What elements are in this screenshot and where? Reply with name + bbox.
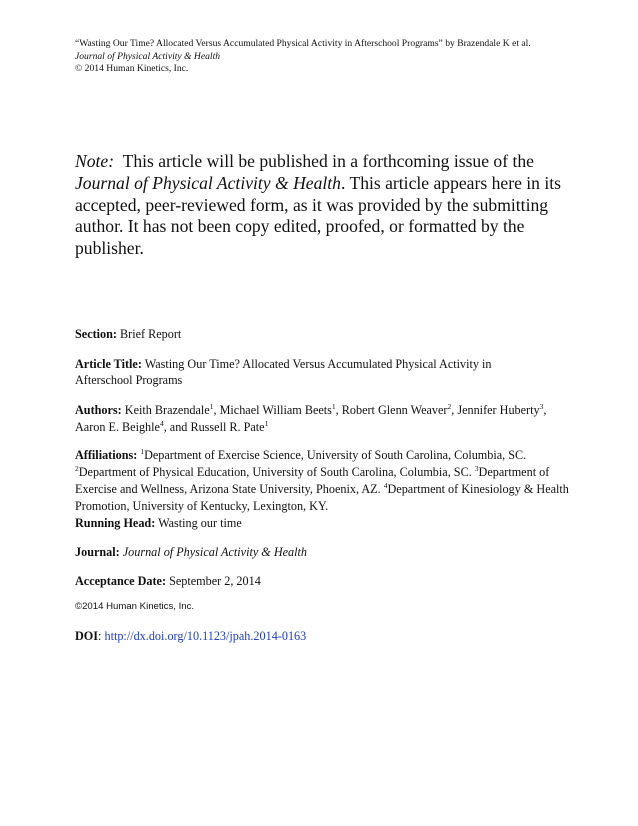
- acceptance-date-field: [75, 573, 575, 589]
- author-name: Robert Glenn Weaver: [341, 403, 448, 417]
- author-name: Aaron E. Beighle: [75, 420, 160, 434]
- affiliations-field: [75, 447, 575, 515]
- journal-field: [75, 544, 575, 560]
- affiliation-text: Department of Exercise and Wellness, Arizona State University, Phoenix, AZ.: [75, 465, 550, 496]
- author-name: Michael William Beets: [219, 403, 332, 417]
- author-affiliation-number: 3: [539, 402, 544, 411]
- author-separator: ,: [213, 403, 220, 417]
- note-text-after: . This article appears here in its accepted, peer-reviewed form, as it was provided by the submitting author. It has not been copy edited, proofed, or formatted by the publisher.: [75, 172, 561, 259]
- author-separator: ,: [335, 403, 342, 417]
- affiliation-number: 4: [383, 481, 388, 490]
- author-affiliation-number: 2: [447, 402, 452, 411]
- affiliation-text: Department of Kinesiology & Health Promotion, University of Kentucky, Lexington, KY.: [75, 482, 569, 513]
- acceptance-date-label: Acceptance Date:: [75, 574, 167, 588]
- affiliation-number: 1: [140, 447, 145, 456]
- author-separator: , and: [163, 420, 191, 434]
- author-name: Russell R. Pate: [190, 420, 265, 434]
- journal-value: Journal of Physical Activity & Health: [122, 545, 307, 559]
- doi-field: [75, 628, 306, 644]
- running-head-label: Running Head:: [75, 516, 156, 530]
- journal-label: Journal:: [75, 545, 120, 559]
- article-title-field: [75, 356, 575, 388]
- author-name: Keith Brazendale: [121, 403, 210, 417]
- affiliation-number: 2: [75, 464, 79, 473]
- note-label: Note:: [75, 151, 115, 171]
- acceptance-date-value: September 2, 2014: [166, 574, 261, 588]
- author-affiliation-number: 1: [209, 402, 214, 411]
- author-affiliation-number: 1: [264, 419, 269, 428]
- affiliation-text: Department of Exercise Science, University of South Carolina, Columbia, SC.: [144, 448, 527, 462]
- doi-link[interactable]: http://dx.doi.org/10.1123/jpah.2014-0163: [104, 629, 307, 643]
- author-name: Jennifer Huberty: [457, 403, 540, 417]
- author-affiliation-number: 4: [159, 419, 164, 428]
- header-copyright: © 2014 Human Kinetics, Inc.: [75, 63, 189, 74]
- section-field: [75, 326, 575, 342]
- note-journal-name: Journal of Physical Activity & Health: [75, 172, 341, 193]
- header-citation: “Wasting Our Time? Allocated Versus Accumulated Physical Activity in Afterschool Programs” by Brazendale K et al.: [75, 38, 531, 49]
- running-head-value: Wasting our time: [155, 516, 242, 530]
- article-title-line2: Afterschool Programs: [75, 373, 183, 387]
- section-label: Section:: [75, 327, 117, 341]
- page-header: [75, 38, 595, 76]
- publication-note: [75, 151, 565, 260]
- article-title-line1: Wasting Our Time? Allocated Versus Accumulated Physical Activity in: [141, 357, 492, 371]
- running-head-field: [75, 515, 575, 531]
- article-title-label: Article Title:: [75, 357, 142, 371]
- copyright-line: ©2014 Human Kinetics, Inc.: [75, 601, 195, 612]
- header-journal: Journal of Physical Activity & Health: [75, 50, 221, 62]
- authors-field: [75, 402, 575, 436]
- author-affiliation-number: 1: [331, 402, 336, 411]
- affiliation-number: 3: [474, 464, 479, 473]
- affiliations-label: Affiliations:: [75, 448, 138, 462]
- authors-label: Authors:: [75, 403, 122, 417]
- doi-label: DOI: [75, 629, 99, 643]
- author-separator: ,: [543, 403, 547, 417]
- section-value: Brief Report: [116, 327, 182, 341]
- doi-colon: :: [98, 629, 105, 643]
- note-text-before: This article will be published in a forthcoming issue of the: [114, 151, 539, 171]
- author-separator: ,: [451, 403, 458, 417]
- affiliation-text: Department of Physical Education, University of South Carolina, Columbia, SC.: [78, 465, 475, 479]
